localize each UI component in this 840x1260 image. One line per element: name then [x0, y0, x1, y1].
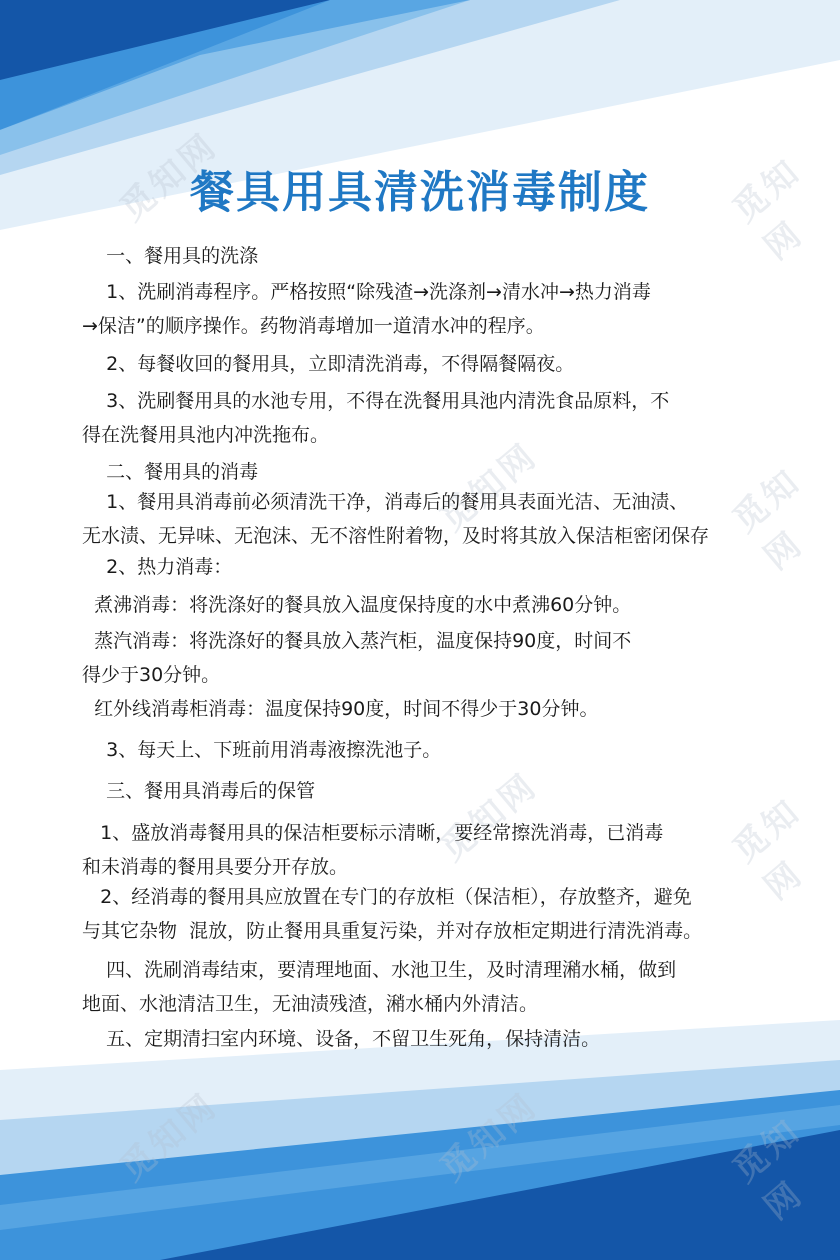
- rule-paragraph: 1、餐用具消毒前必须清洗干净，消毒后的餐用具表面光洁、无油渍、 无水渍、无异味、无泡沫、无不溶性附着物，及时将其放入保洁柜密闭保存: [82, 491, 710, 547]
- section-four: 四、洗刷消毒结束，要清理地面、水池卫生，及时清理潲水桶，做到 地面、水池清洁卫生，无油渍残渣，潲水桶内外清洁。: [82, 959, 677, 1015]
- rule-paragraph: 蒸汽消毒：将洗涤好的餐具放入蒸汽柜，温度保持90度，时间不 得少于30分钟。: [82, 630, 632, 686]
- section-heading-storage: 三、餐用具消毒后的保管: [82, 780, 316, 802]
- rule-paragraph: 3、洗刷餐用具的水池专用，不得在洗餐用具池内清洗食品原料，不 得在洗餐用具池内冲洗拖布。: [82, 390, 670, 446]
- watermark-9: 觅知网: [725, 1110, 812, 1228]
- rule-paragraph: 2、热力消毒：: [82, 556, 233, 578]
- watermark-8: 觅知网: [432, 1085, 546, 1190]
- page-title: 餐具用具清洗消毒制度: [190, 167, 650, 218]
- rule-paragraph: 1、洗刷消毒程序。严格按照“除残渣→洗涤剂→清水冲→热力消毒 →保洁”的顺序操作。药物消毒增加一道清水冲的程序。: [82, 281, 651, 337]
- watermark-2: 觅知网: [725, 150, 812, 268]
- watermark-6: 觅知网: [725, 790, 812, 908]
- watermark-7: 觅知网: [112, 1085, 226, 1190]
- rule-paragraph: 3、每天上、下班前用消毒液擦洗池子。: [82, 739, 442, 761]
- watermark-4: 觅知网: [725, 460, 812, 578]
- rule-paragraph: 2、经消毒的餐用具应放置在专门的存放柜（保洁柜），存放整齐，避免 与其它杂物 混放，防止餐用具重复污染，并对存放柜定期进行清洗消毒。: [82, 886, 703, 942]
- watermark-3: 觅知网: [432, 435, 546, 540]
- watermark-1: 觅知网: [112, 125, 226, 230]
- section-heading-washing: 一、餐用具的洗涤: [82, 245, 259, 267]
- section-heading-disinfection: 二、餐用具的消毒: [82, 461, 259, 483]
- rule-paragraph: 2、每餐收回的餐用具，立即清洗消毒，不得隔餐隔夜。: [82, 353, 575, 375]
- section-five: 五、定期清扫室内环境、设备，不留卫生死角，保持清洁。: [82, 1028, 601, 1050]
- rule-paragraph: 煮沸消毒：将洗涤好的餐具放入温度保持度的水中煮沸60分钟。: [82, 594, 632, 616]
- rule-paragraph: 红外线消毒柜消毒：温度保持90度，时间不得少于30分钟。: [82, 698, 599, 720]
- rule-paragraph: 1、盛放消毒餐用具的保洁柜要标示清晰，要经常擦洗消毒，已消毒 和未消毒的餐用具要分开存放。: [82, 822, 664, 878]
- watermark-5: 觅知网: [432, 765, 546, 870]
